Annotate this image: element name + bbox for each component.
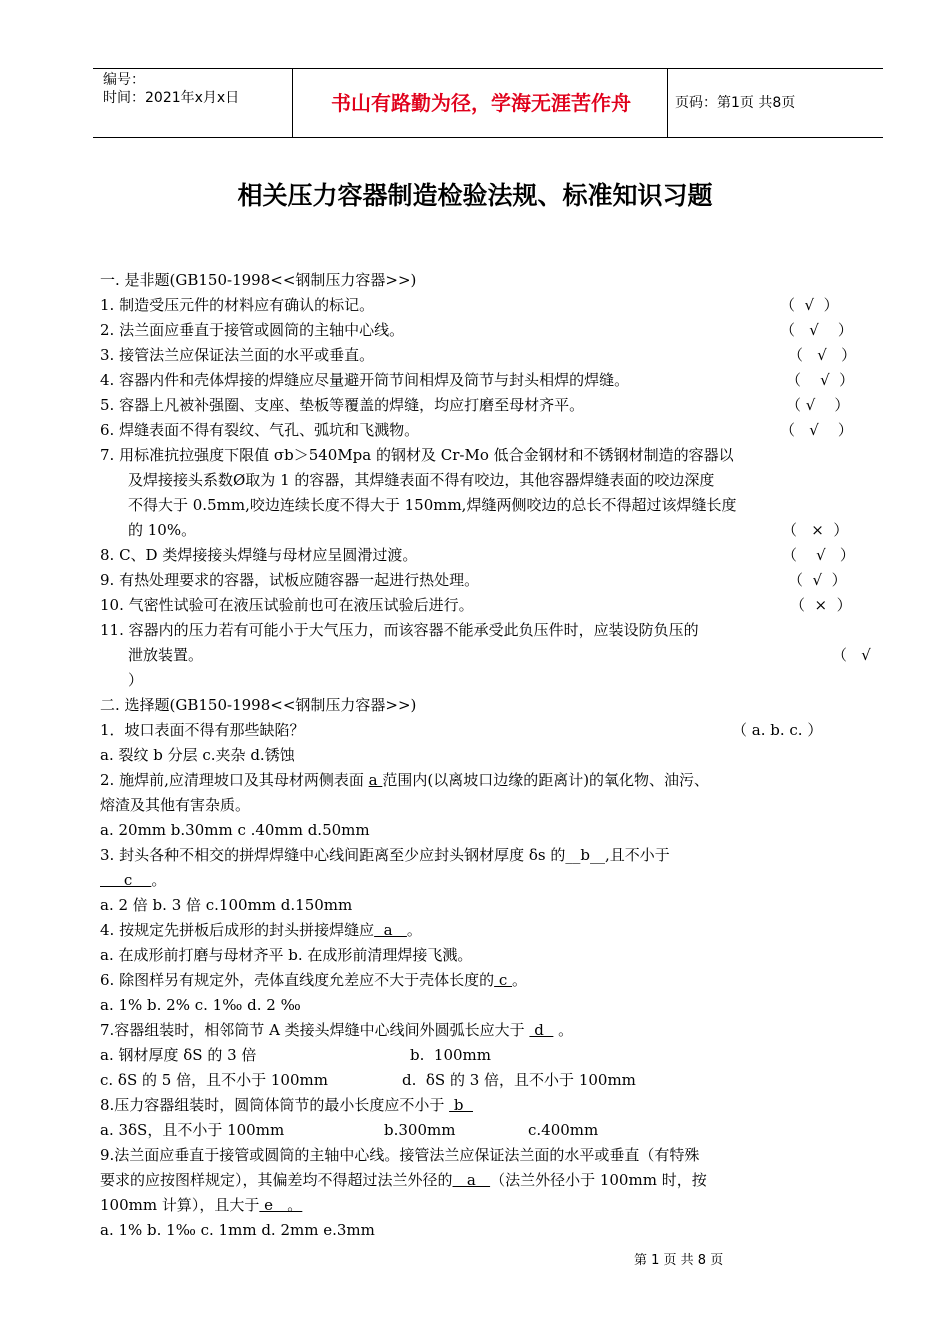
tf-item-10: 10. 气密性试验可在液压试验前也可在液压试验后进行。 （ × ） <box>100 593 890 618</box>
tf-item-7-line1: 7. 用标准抗拉强度下限值 σb＞540Mpa 的钢材及 Cr-Mo 低合金钢材和不锈钢材制造的容器以 <box>100 446 734 464</box>
q1-options: a. 裂纹 b 分层 c.夹杂 d.锈蚀 <box>100 746 295 764</box>
tf-item-1: 1. 制造受压元件的材料应有确认的标记。 （ √ ） <box>100 293 890 318</box>
q8: 8.压力容器组装时，圆筒体筒节的最小长度应不小于 b <box>100 1096 473 1114</box>
q3: 3. 封头各种不相交的拼焊焊缝中心线间距离至少应封头钢材厚度 δs 的__b__,且不小于 <box>100 846 670 864</box>
answer-blank: a <box>452 1171 491 1189</box>
tf-item-6: 6. 焊缝表面不得有裂纹、气孔、弧坑和飞溅物。 （ √ ） <box>100 418 890 443</box>
tf-item-3: 3. 接管法兰应保证法兰面的水平或垂直。 （ √ ） <box>100 343 890 368</box>
q4: 4. 按规定先拼板后成形的封头拼接焊缝应 a 。 <box>100 921 422 939</box>
tf-item-8: 8. C、D 类焊接接头焊缝与母材应呈圆滑过渡。 （ √ ） <box>100 543 890 568</box>
answer-blank: e 。 <box>259 1196 303 1214</box>
answer-mark: （ √ ） <box>788 346 857 364</box>
q1: 1．坡口表面不得有那些缺陷？ （ a. b. c. ） <box>100 718 890 743</box>
q8-options: a. 3δS，且不小于 100mm b.300mm c.400mm <box>100 1121 599 1139</box>
answer-mark: （ √ ） <box>786 396 850 414</box>
q6-options: a. 1% b. 2% c. 1‰ d. 2 ‰ <box>100 996 301 1014</box>
document-title: 相关压力容器制造检验法规、标准知识习题 <box>237 181 713 210</box>
q2-line2: 熔渣及其他有害杂质。 <box>100 796 251 814</box>
tf-item-2: 2. 法兰面应垂直于接管或圆筒的主轴中心线。 （ √ ） <box>100 318 890 343</box>
answer-mark: （ √ ） <box>780 421 853 439</box>
tf-item-9: 9. 有热处理要求的容器，试板应随容器一起进行热处理。 （ √ ） <box>100 568 890 593</box>
q7: 7.容器组装时，相邻筒节 A 类接头焊缝中心线间外圆弧长应大于 d 。 <box>100 1021 574 1039</box>
answer-blank: c <box>494 971 513 989</box>
answer-mark: （ × ） <box>790 596 852 614</box>
header-meta <box>93 69 293 137</box>
answer-mark: （ √ ） <box>786 371 855 389</box>
answer-mark: （ √ ） <box>780 321 853 339</box>
q2: 2. 施焊前,应清理坡口及其母材两侧表面 a 范围内(以离坡口边缘的距离计)的氧化物、油污、 <box>100 771 710 789</box>
q2-options: a. 20mm b.30mm c .40mm d.50mm <box>100 821 370 839</box>
code-label: 编号： <box>103 72 145 88</box>
q9-options: a. 1% b. 1‰ c. 1mm d. 2mm e.3mm <box>100 1221 375 1239</box>
q4-options: a. 在成形前打磨与母材齐平 b. 在成形前清理焊接飞溅。 <box>100 946 473 964</box>
q3-options: a. 2 倍 b. 3 倍 c.100mm d.150mm <box>100 896 353 914</box>
tf-item-11-close: ） <box>128 671 144 689</box>
tf-item-11-line2: 泄放装置。 （ √ <box>100 643 890 668</box>
q7-options-ab: a. 钢材厚度 δS 的 3 倍 b. 100mm <box>100 1046 491 1064</box>
answer-blank: __b__ <box>565 846 605 864</box>
q9-line2: 要求的应按图样规定），其偏差均不得超过法兰外径的 a （法兰外径小于 100mm 时，按 <box>100 1171 707 1189</box>
answer-mark: （ √ ） <box>780 296 839 314</box>
answer-mark: （ √ ） <box>782 546 855 564</box>
tf-item-4: 4. 容器内件和壳体焊接的焊缝应尽量避开筒节间相焊及筒节与封头相焊的焊缝。 （ √ ） <box>100 368 890 393</box>
document-body <box>100 268 890 1243</box>
tf-item-7-line3: 不得大于 0.5mm,咬边连续长度不得大于 150mm,焊缝两侧咬边的总长不得超过该焊缝长度 <box>128 496 737 514</box>
page-label: 页码：第1页 共8页 <box>675 95 796 111</box>
tf-item-5: 5. 容器上凡被补强圈、支座、垫板等覆盖的焊缝，均应打磨至母材齐平。 （ √ ） <box>100 393 890 418</box>
answer-blank: a <box>368 771 383 789</box>
q6: 6. 除图样另有规定外，壳体直线度允差应不大于壳体长度的 c 。 <box>100 971 528 989</box>
answer-mark: （ √ ） <box>788 571 847 589</box>
answer-mark: （ √ <box>832 646 871 664</box>
header-table <box>93 68 883 138</box>
time-label: 时间：2021年x月x日 <box>103 90 240 106</box>
q9-line1: 9.法兰面应垂直于接管或圆筒的主轴中心线。接管法兰应保证法兰面的水平或垂直（有特殊 <box>100 1146 700 1164</box>
q7-options-cd: c. δS 的 5 倍，且不小于 100mm d. δS 的 3 倍，且不小于 100mm <box>100 1071 636 1089</box>
tf-item-7-line4: 的 10%。 （ × ） <box>100 518 890 543</box>
tf-item-11-line1: 11. 容器内的压力若有可能小于大气压力，而该容器不能承受此负压件时，应装设防负压的 <box>100 621 699 639</box>
q9-line3: 100mm 计算），且大于 e 。 <box>100 1196 303 1214</box>
answer-mark: （ a. b. c. ） <box>732 721 823 739</box>
answer-blank: c <box>100 871 152 889</box>
motto: 书山有路勤为径，学海无涯苦作舟 <box>295 69 668 137</box>
answer-blank: b <box>449 1096 473 1114</box>
q3-line2: c 。 <box>100 871 167 889</box>
tf-item-7-line2: 及焊接接头系数Ø取为 1 的容器，其焊缝表面不得有咬边，其他容器焊缝表面的咬边深度 <box>128 471 715 489</box>
answer-mark: （ × ） <box>782 521 849 539</box>
section1-heading: 一. 是非题(GB150-1998<<钢制压力容器>>) <box>100 271 417 289</box>
answer-blank: a <box>374 921 407 939</box>
answer-blank: d <box>529 1021 554 1039</box>
section2-heading: 二. 选择题(GB150-1998<<钢制压力容器>>) <box>100 696 417 714</box>
page-footer: 第 1 页 共 8 页 <box>634 1253 724 1268</box>
